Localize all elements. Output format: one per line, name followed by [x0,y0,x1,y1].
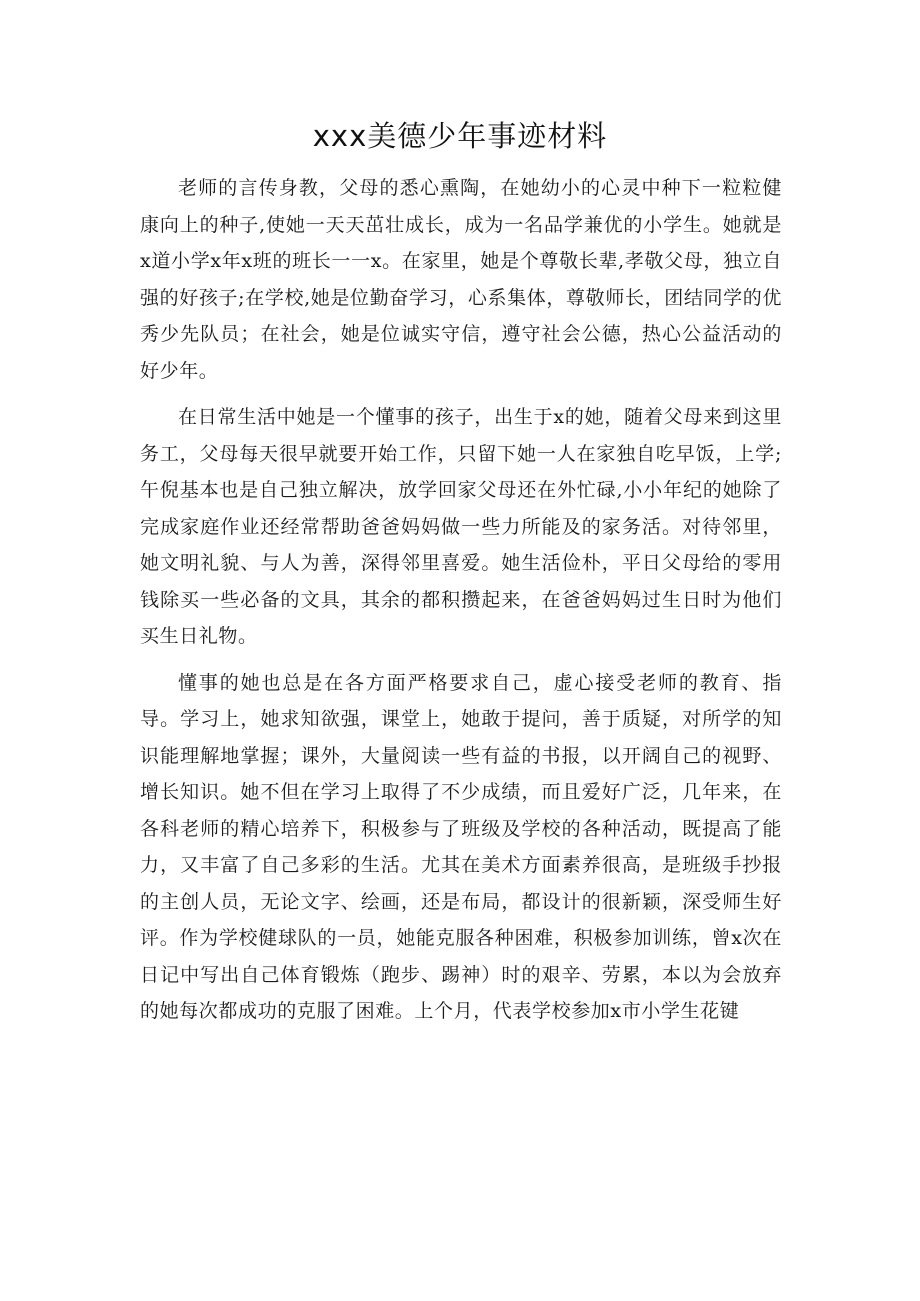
paragraph-3: 懂事的她也总是在各方面严格要求自己，虚心接受老师的教育、指导。学习上，她求知欲强，课堂上，她敢于提问，善于质疑，对所学的知识能理解地掌握；课外，大量阅读一些有益的书报，以开阔自己的视野、增长知识。她不但在学习上取得了不少成绩，而且爱好广泛，几年来，在各科老师的精心培养下，积极参与了班级及学校的各种活动，既提高了能力，又丰富了自己多彩的生活。尤其在美术方面素养很高，是班级手抄报的主创人员，无论文字、绘画，还是布局，都设计的很新颖，深受师生好评。作为学校健球队的一员，她能克服各种困难，积极参加训练，曾x次在日记中写出自己体育锻炼（跑步、踢神）时的艰辛、劳累，本以为会放弃的她每次都成功的克服了困难。上个月，代表学校参加x市小学生花键 [140,671,782,1022]
paragraph-2: 在日常生活中她是一个懂事的孩子，出生于x的她，随着父母来到这里务工，父母每天很早就要开始工作，只留下她一人在家独自吃早饭，上学;午倪基本也是自己独立解决，放学回家父母还在外忙碌,小小年纪的她除了完成家庭作业还经常帮助爸爸妈妈做一些力所能及的家务活。对待邻里，她文明礼貌、与人为善，深得邻里喜爱。她生活俭朴，平日父母给的零用钱除买一些必备的文具，其余的都积攒起来，在爸爸妈妈过生日时为他们买生日礼物。 [140,406,782,647]
paragraph-1: 老师的言传身教，父母的悉心熏陶，在她幼小的心灵中种下一粒粒健康向上的种子,使她一天天茁壮成长，成为一名品学兼优的小学生。她就是x道小学x年x班的班长一一x。在家里，她是个尊敬长辈,孝敬父母，独立自强的好孩子;在学校,她是位勤奋学习，心系集体，尊敬师长，团结同学的优秀少先队员；在社会，她是位诚实守信，遵守社会公德，热心公益活动的好少年。 [140,177,782,382]
document-title: xxx美德少年事迹材料 [312,119,608,153]
document-body [140,170,782,1030]
